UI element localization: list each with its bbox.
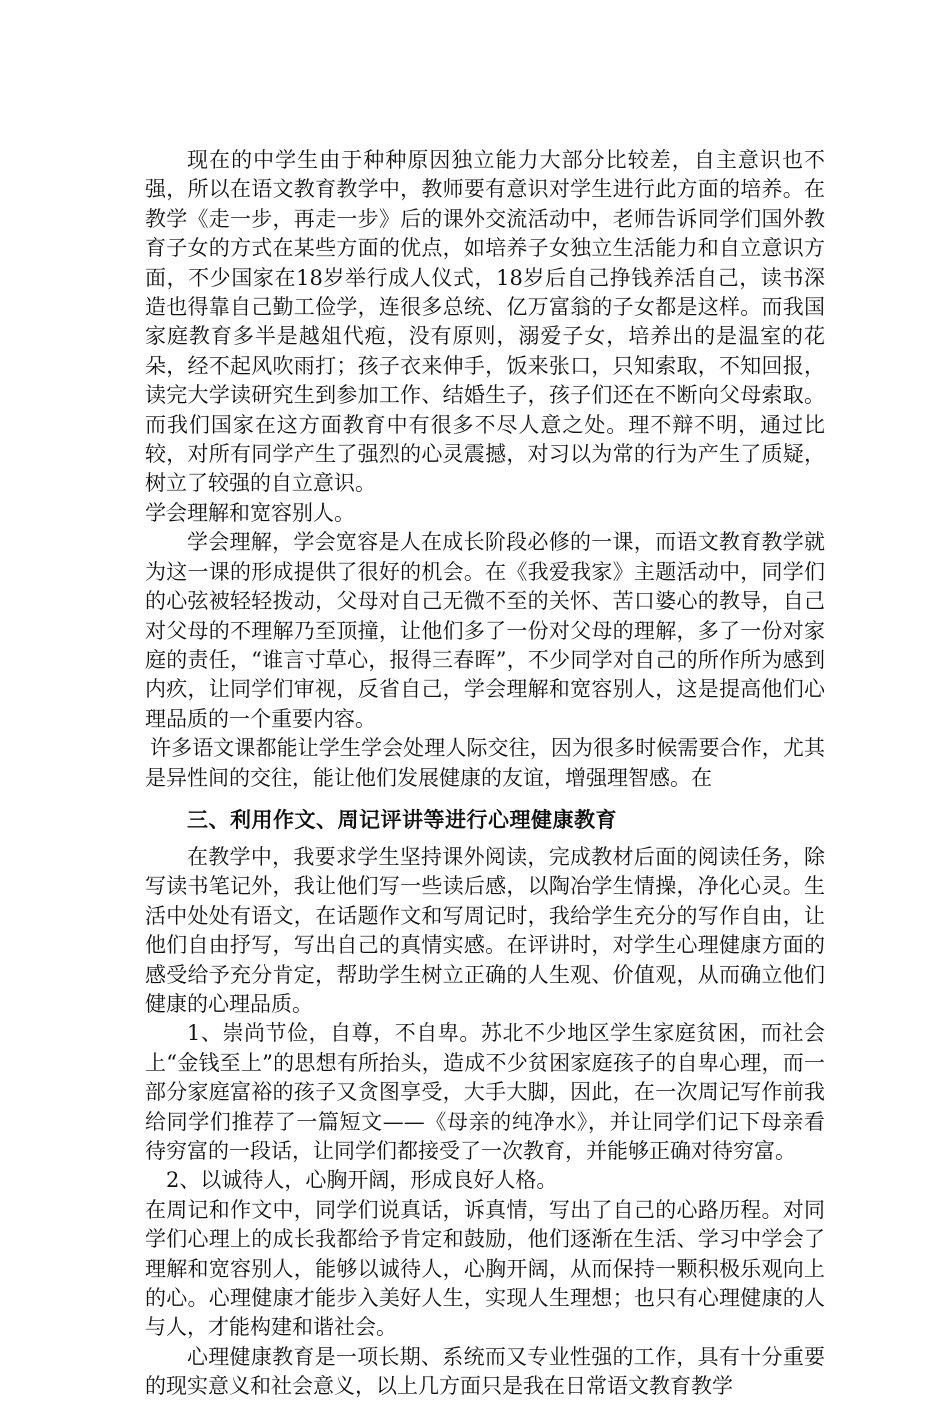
paragraph-interpersonal: 许多语文课都能让学生学会处理人际交往，因为很多时候需要合作，尤其是异性间的交往，能让他们发展健康的友谊，增强理智感。在 xyxy=(145,736,825,790)
paragraph-point-1: 1、崇尚节俭，自尊，不自卑。苏北不少地区学生家庭贫困，而社会上“金钱至上”的思想有所抬头，造成不少贫困家庭孩子的自卑心理，而一部分家庭富裕的孩子又贪图享受，大手大脚，因此，在一次周记写作前我给同学们推荐了一篇短文——《母亲的纯净水》，并让同学们记下母亲看待穷富的一段话，让同学们都接受了一次教育，并能够正确对待穷富。 xyxy=(145,1021,825,1163)
section-heading-3: 三、利用作文、周记评讲等进行心理健康教育 xyxy=(187,807,617,832)
paragraph-independence: 现在的中学生由于种种原因独立能力大部分比较差，自主意识也不强，所以在语文教育教学中，教师要有意识对学生进行此方面的培养。在教学《走一步，再走一步》后的课外交流活动中，老师告诉同学们国外教育子女的方式在某些方面的优点，如培养子女独立生活能力和自立意识方面，不少国家在18岁举行成人仪式，18岁后自己挣钱养活自己，读书深造也得靠自己勤工俭学，连很多总统、亿万富翁的子女都是这样。而我国家庭教育多半是越俎代疱，没有原则，溺爱子女，培养出的是温室的花朵，经不起风吹雨打；孩子衣来伸手，饭来张口，只知索取，不知回报，读完大学读研究生到参加工作、结婚生子，孩子们还在不断向父母索取。而我们国家在这方面教育中有很多不尽人意之处。理不辩不明，通过比较，对所有同学产生了强烈的心灵震撼，对习以为常的行为产生了质疑，树立了较强的自立意识。 xyxy=(145,148,825,496)
paragraph-point-2-title: 2、以诚待人，心胸开阔，形成良好人格。 xyxy=(166,1168,558,1193)
subheading-understanding-tolerance: 学会理解和宽容别人。 xyxy=(145,500,355,525)
paragraph-reading: 在教学中，我要求学生坚持课外阅读，完成教材后面的阅读任务，除写读书笔记外，我让他们写一些读后感，以陶冶学生情操，净化心灵。生活中处处有语文，在话题作文和写周记时，我给学生充分的写作自由，让他们自由抒写，写出自己的真情实感。在评讲时，对学生心理健康方面的感受给予充分肯定，帮助学生树立正确的人生观、价值观，从而确立他们健康的心理品质。 xyxy=(145,844,825,1016)
paragraph-conclusion: 心理健康教育是一项长期、系统而又专业性强的工作，具有十分重要的现实意义和社会意义，以上几方面只是我在日常语文教育教学 xyxy=(145,1344,825,1399)
document-page xyxy=(145,146,825,1402)
paragraph-understanding: 学会理解，学会宽容是人在成长阶段必修的一课，而语文教育教学就为这一课的形成提供了很好的机会。在《我爱我家》主题活动中，同学们的心弦被轻轻拨动，父母对自己无微不至的关怀、苦口婆心的教导，自己对父母的不理解乃至顶撞，让他们多了一份对父母的理解，多了一份对家庭的责任，“谁言寸草心，报得三春晖”，不少同学对自己的所作所为感到内疚，让同学们审视，反省自己，学会理解和宽容别人，这是提高他们心理品质的一个重要内容。 xyxy=(145,530,825,731)
paragraph-point-2-body: 在周记和作文中，同学们说真话，诉真情，写出了自己的心路历程。对同学们心理上的成长我都给予肯定和鼓励，他们逐渐在生活、学习中学会了理解和宽容别人，能够以诚待人，心胸开阔，从而保持一颗积极乐观向上的心。心理健康才能步入美好人生，实现人生理想；也只有心理健康的人与人，才能构建和谐社会。 xyxy=(145,1197,825,1340)
